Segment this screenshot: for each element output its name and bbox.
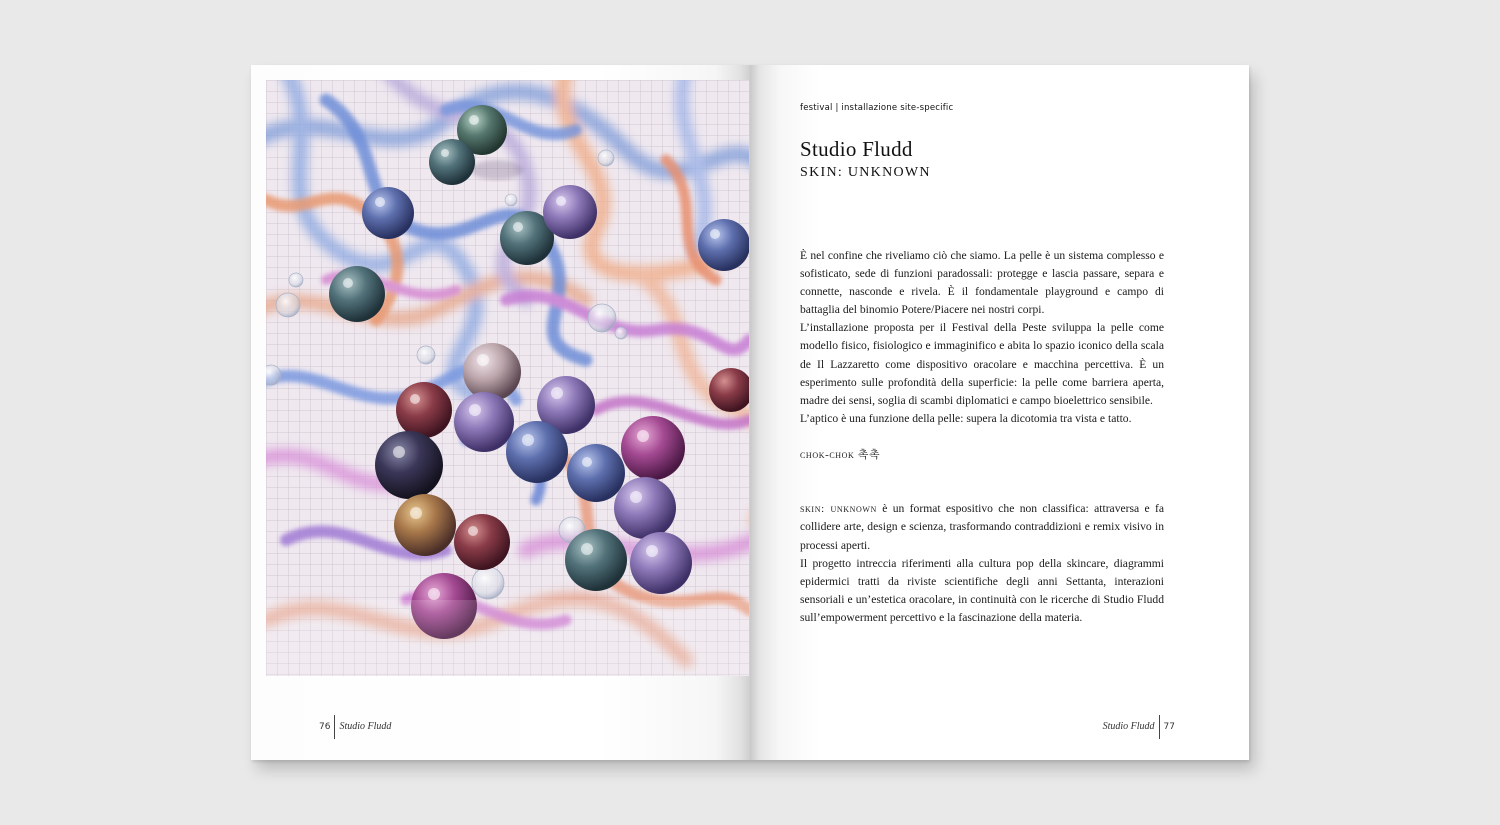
paragraph: L’aptico è una funzione della pelle: supera la dicotomia tra vista e tatto. <box>800 411 1132 425</box>
running-head: Studio Fludd <box>339 721 392 732</box>
format-name: skin: unknown <box>800 503 877 516</box>
folio-divider <box>334 715 335 739</box>
left-page <box>251 65 750 760</box>
left-folio <box>319 714 391 739</box>
open-book <box>251 65 1249 760</box>
article-title: Studio Fludd <box>800 137 913 161</box>
right-page <box>750 65 1249 760</box>
page-number: 76 <box>319 721 331 732</box>
paragraph: L’installazione proposta per il Festival della Peste sviluppa la pelle come modello fisico, fisiologico e immaginifico e abita lo spazio iconico della scala de Il Lazzaretto come dispositivo oracolare e macchina percettiva. È un esperimento sulle profondità della superficie: la pelle come barriera aperta, madre dei sensi, soglia di scambi diplomatici e campo bioelettrico sensibile. <box>800 321 1164 407</box>
page-number: 77 <box>1163 721 1175 732</box>
paragraph: È nel confine che riveliamo ciò che siamo. La pelle è un sistema complesso e sofisticato, sede di funzioni paradossali: protegge e lascia passare, separa e connette, nasconde e rivela. È il fondamentale playground e campo di battaglia del binomio Potere/Piacere nei nostri corpi. <box>800 249 1164 317</box>
article-subtitle: SKIN: UNKNOWN <box>800 165 931 180</box>
folio-divider <box>1159 715 1160 739</box>
installation-photo <box>266 80 749 676</box>
right-folio <box>1103 714 1175 739</box>
section-kicker: festival | installazione site-specific <box>800 103 954 113</box>
paragraph-text: è un format espositivo che non classifica: attraversa e fa collidere arte, design e scienza, trasformando contraddizioni e remix visivo in processi aperti. <box>800 502 1164 552</box>
paragraph <box>800 500 1164 554</box>
running-head: Studio Fludd <box>1102 721 1155 732</box>
paragraph: Il progetto intreccia riferimenti alla cultura pop della skincare, diagrammi epidermici tratti da riviste scientifiche degli anni Settanta, interazioni sensoriali e un’estetica oracolare, in continuità con le ricerche di Studio Fludd sull’empowerment percettivo e la fascinazione della materia. <box>800 556 1164 624</box>
article-body <box>800 247 1164 627</box>
chok-chok-heading: chok-chok 촉촉 <box>800 449 881 462</box>
